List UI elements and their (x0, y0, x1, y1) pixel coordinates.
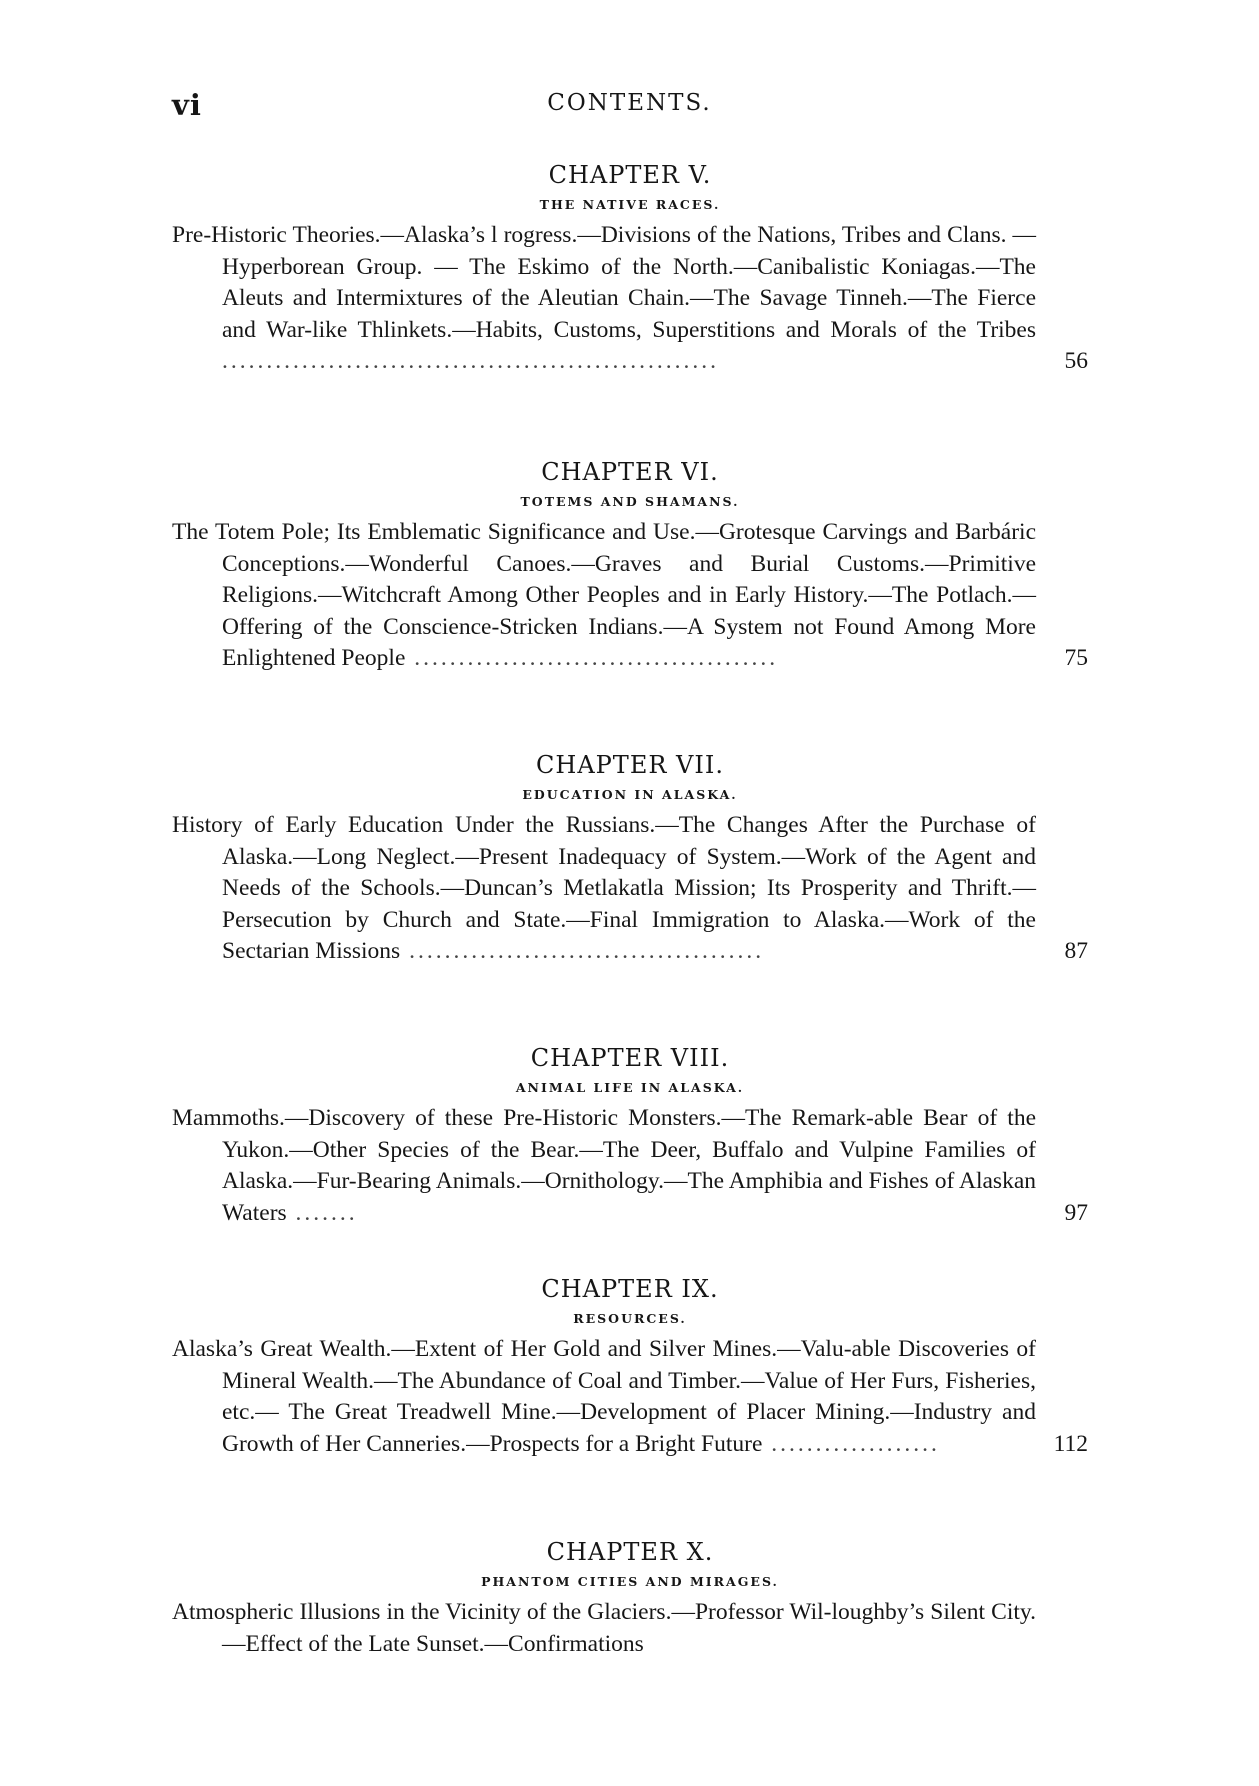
dot-leader: ........................................................ (222, 348, 719, 374)
dot-leader: ....... (286, 1199, 358, 1226)
chapter-summary-text: Alaska’s Great Wealth.—Extent of Her Gold and Silver Mines.—Valu-able Discoveries of Mineral Wealth.—The Abundance of Coal and Timber.—Value of Her Furs, Fisheries, etc.— The Great Treadwell Mine.—Development of Placer Mining.—Industry and Growth of Her Canneries.—Prospects for a Bright Future (172, 1336, 1036, 1457)
chapter-summary (172, 220, 1088, 378)
chapter-entry (172, 158, 1088, 378)
page-header (0, 88, 1259, 128)
chapter-page-number: 87 (1064, 938, 1088, 964)
chapter-subtitle: TOTEMS AND SHAMANS. (520, 494, 740, 509)
chapter-page-number: 75 (1064, 645, 1088, 671)
chapter-page-number: 56 (1064, 348, 1088, 374)
chapter-entry (172, 1535, 1088, 1660)
chapter-title: CHAPTER VI. (541, 458, 719, 486)
page-number: vi (172, 88, 202, 122)
chapter-summary (172, 1597, 1088, 1660)
chapter-entry (172, 455, 1088, 675)
chapter-subtitle: THE NATIVE RACES. (539, 197, 721, 212)
chapter-title: CHAPTER VII. (536, 751, 724, 779)
chapter-subtitle: PHANTOM CITIES AND MIRAGES. (481, 1574, 779, 1589)
chapter-page-number: 112 (1053, 1430, 1088, 1457)
chapter-summary (172, 517, 1088, 675)
running-title: CONTENTS. (547, 90, 712, 116)
chapter-title: CHAPTER V. (548, 161, 712, 189)
chapter-subtitle: ANIMAL LIFE IN ALASKA. (515, 1080, 745, 1095)
chapter-subtitle: EDUCATION IN ALASKA. (522, 787, 738, 802)
chapter-entry (172, 1272, 1088, 1460)
chapter-entry (172, 748, 1088, 968)
chapter-page-number: 97 (1064, 1199, 1088, 1226)
chapter-summary-text: Pre-Historic Theories.—Alaska’s l rogress.—Divisions of the Nations, Tribes and Clans. — Hyperborean Group. — The Eskimo of the North.—Canibalistic Koniagas.—The Aleuts and Intermixtures of the Aleutian Chain.—The Savage Tinneh.—The Fierce and War-like Thlinkets.—Habits, Customs, Superstitions and Morals of the Tribes (172, 222, 1036, 343)
chapter-summary-text: The Totem Pole; Its Emblematic Significance and Use.—Grotesque Carvings and Barbáric Conceptions.—Wonderful Canoes.—Graves and Burial Customs.—Primitive Religions.—Witchcraft Among Other Peoples and in Early History.—The Potlach.—Offering of the Conscience-Stricken Indians.—A System not Found Among More Enlightened People (172, 519, 1036, 671)
chapter-title: CHAPTER X. (546, 1538, 714, 1566)
dot-leader: ......................................... (405, 645, 779, 671)
chapter-title: CHAPTER IX. (541, 1275, 719, 1303)
chapter-summary-text: Mammoths.—Discovery of these Pre-Historic Monsters.—The Remark-able Bear of the Yukon.—Other Species of the Bear.—The Deer, Buffalo and Vulpine Families of Alaska.—Fur-Bearing Animals.—Ornithology.—The Amphibia and Fishes of Alaskan Waters (172, 1105, 1036, 1226)
chapter-summary (172, 1334, 1088, 1460)
chapter-subtitle: RESOURCES. (573, 1311, 687, 1326)
chapter-title: CHAPTER VIII. (530, 1044, 730, 1072)
chapter-entry (172, 1041, 1088, 1229)
chapter-summary (172, 810, 1088, 968)
dot-leader: ........................................ (400, 938, 765, 964)
chapter-summary-text: Atmospheric Illusions in the Vicinity of the Glaciers.—Professor Wil-loughby’s Silent City.—Effect of the Late Sunset.—Confirmations (172, 1599, 1036, 1657)
dot-leader: ................... (762, 1430, 940, 1457)
chapter-summary (172, 1103, 1088, 1229)
chapter-summary-text: History of Early Education Under the Russians.—The Changes After the Purchase of Alaska.—Long Neglect.—Present Inadequacy of System.—Work of the Agent and Needs of the Schools.—Duncan’s Metlakatla Mission; Its Prosperity and Thrift.—Persecution by Church and State.—Final Immigration to Alaska.—Work of the Sectarian Missions (172, 812, 1036, 964)
